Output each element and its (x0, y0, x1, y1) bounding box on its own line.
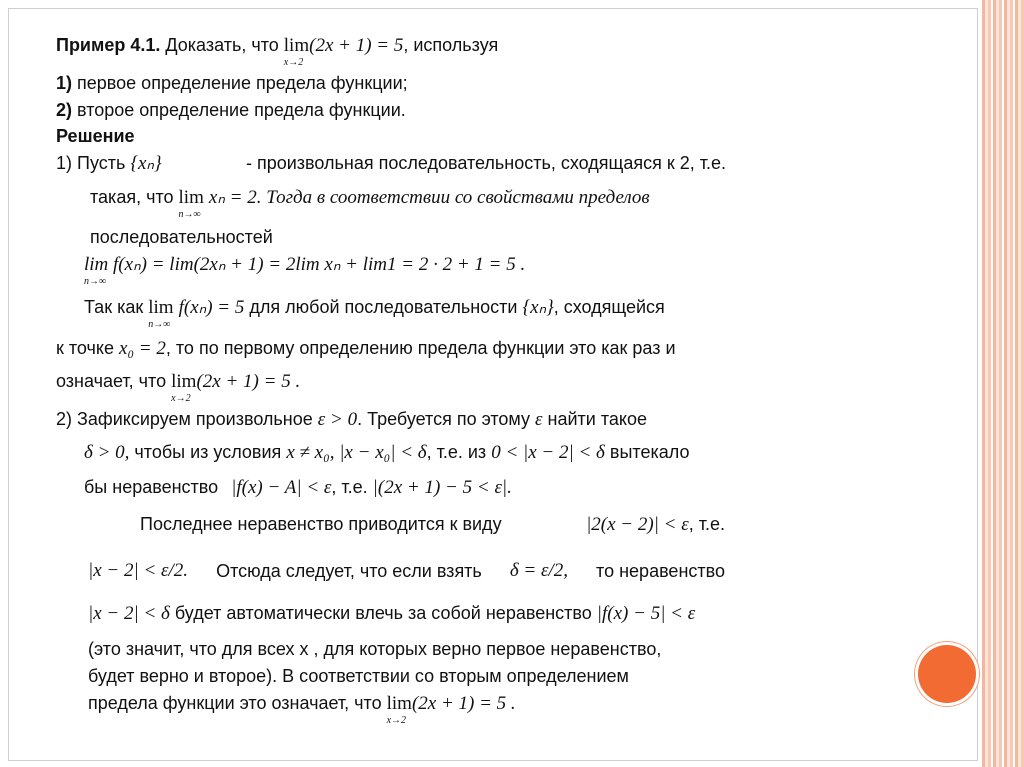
item-2: 2) второе определение предела функции. (56, 100, 406, 120)
part1-line5: Так как lim n→∞ f(xₙ) = 5 для любой последовательности {xₙ}, сходящейся (84, 297, 665, 330)
part2-line5: |x − 2| < ε/2. Отсюда следует, что если взять δ = ε/2, то неравенство (88, 560, 725, 581)
part2-line3: бы неравенство |f(x) − A| < ε, т.е. |(2x + 1) − 5 < ε|. (84, 477, 512, 498)
part1-line6: к точке x₀ = 2, то по первому определению предела функции это как раз и (56, 338, 676, 359)
limit: lim x→2 (386, 693, 412, 726)
part2-line4: Последнее неравенство приводится к виду |2(x − 2)| < ε, т.е. (140, 514, 725, 535)
limit: lim n→∞ (148, 297, 174, 330)
part2-line2: δ > 0, чтобы из условия x ≠ x₀, |x − x₀| < δ, т.е. из 0 < |x − 2| < δ вытекало (84, 442, 690, 463)
example-statement (56, 34, 499, 68)
part2-line7: (это значит, что для всех x , для которых верно первое неравенство, (88, 639, 662, 659)
item-1: 1) первое определение предела функции; (56, 73, 408, 93)
part2-line9: предела функции это означает, что lim x→2 (2x + 1) = 5 . (88, 693, 516, 726)
orange-circle-decoration (918, 645, 976, 703)
using-text: , используя (403, 35, 499, 55)
limit-expression: (2x + 1) = 5 (309, 35, 404, 56)
prove-text: Доказать, что (165, 35, 279, 55)
part2-line8: будет верно и второе). В соответствии со вторым определением (88, 666, 629, 686)
example-heading: Пример 4.1. (56, 35, 161, 55)
part1-line3: последовательностей (90, 227, 273, 247)
limit: lim x→2 (283, 35, 310, 68)
decorative-stripes (982, 0, 1024, 767)
part1-line7: означает, что lim x→2 (2x + 1) = 5 . (56, 371, 301, 404)
part1-line2: такая, что lim n→∞ xₙ = 2. Тогда в соответствии со свойствами пределов (90, 187, 650, 220)
part1-formula: lim n→∞ f(xₙ) = lim(2xₙ + 1) = 2lim xₙ + lim1 = 2 · 2 + 1 = 5 . (84, 254, 526, 287)
solution-title: Решение (56, 126, 135, 146)
part2-line1: 2) Зафиксируем произвольное ε > 0. Требуется по этому ε найти такое (56, 409, 648, 430)
part1-line1: 1) Пусть {xₙ} - произвольная последовательность, сходящаяся к 2, т.е. (56, 153, 726, 174)
limit: lim n→∞ (178, 187, 204, 220)
part2-line6: |x − 2| < δ будет автоматически влечь за собой неравенство |f(x) − 5| < ε (88, 603, 696, 624)
limit: lim n→∞ (84, 254, 109, 287)
limit: lim x→2 (171, 371, 197, 404)
